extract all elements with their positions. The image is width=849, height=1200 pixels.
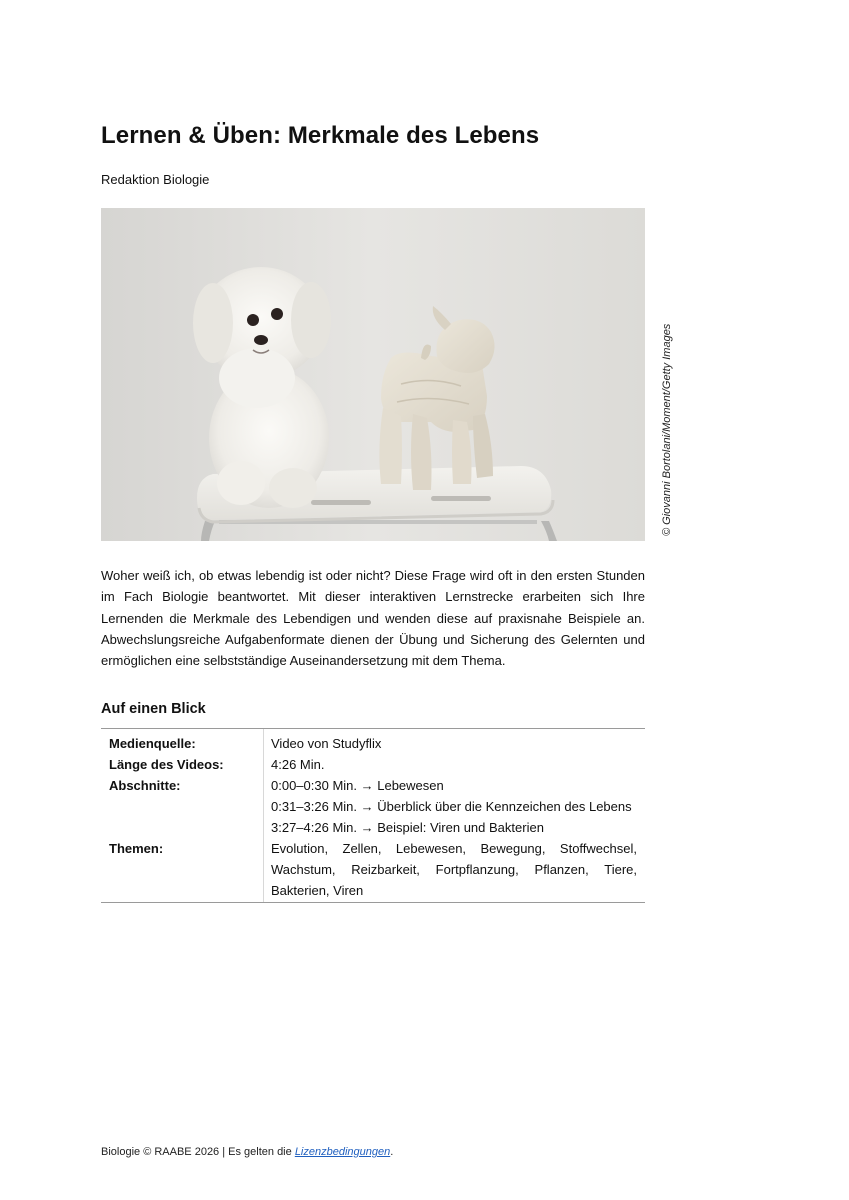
topics-value: Evolution, Zellen, Lebewesen, Bewegung, Stoffwechsel, Wachstum, Reizbarkeit, Fortpflanzung, Pflanzen, Tiere, Bakterien, Viren [271, 841, 637, 898]
table-row [101, 754, 645, 775]
image-credit: © Giovanni Bortolani/Moment/Getty Images [661, 323, 673, 536]
length-value: 4:26 Min. [271, 757, 325, 772]
section-item: 0:00–0:30 Min. → Lebewesen [271, 778, 444, 793]
footer-text: Biologie © RAABE 2026 | Es gelten die [101, 1146, 295, 1158]
topics-label: Themen: [101, 838, 264, 902]
page-footer [101, 1146, 393, 1158]
intro-paragraph: Woher weiß ich, ob etwas lebendig ist oder nicht? Diese Frage wird oft in den ersten Stunden im Fach Biologie beantwortet. Mit dieser interaktiven Lernstrecke erarbeiten sich Ihre Lernenden die Merkmale des Lebendigen und wenden diese auf praxisnahe Beispiele an. Abwechslungsreiche Aufgabenformate dienen der Übung und Sicherung des Gelernten und ermöglichen eine selbstständige Auseinandersetzung mit dem Thema. [101, 568, 645, 669]
author-line: Redaktion Biologie [101, 172, 210, 187]
hero-photo [101, 208, 645, 541]
media-label: Medienquelle: [101, 729, 264, 754]
table-row [101, 838, 645, 902]
table-row [101, 729, 645, 754]
page-title: Lernen & Üben: Merkmale des Lebens [101, 122, 540, 149]
sections-list [264, 775, 645, 838]
length-label: Länge des Videos: [101, 754, 264, 775]
section-item: 0:31–3:26 Min. → Überblick über die Kennzeichen des Lebens [271, 799, 632, 814]
sections-label: Abschnitte: [101, 775, 264, 838]
footer-suffix: . [390, 1146, 394, 1158]
media-value: Video von Studyflix [271, 736, 382, 751]
table-row [101, 775, 645, 838]
overview-table [101, 728, 645, 903]
license-link[interactable]: Lizenzbedingungen [294, 1146, 391, 1158]
section-item: 3:27–4:26 Min. → Beispiel: Viren und Bakterien [271, 820, 544, 835]
overview-heading: Auf einen Blick [101, 701, 206, 717]
